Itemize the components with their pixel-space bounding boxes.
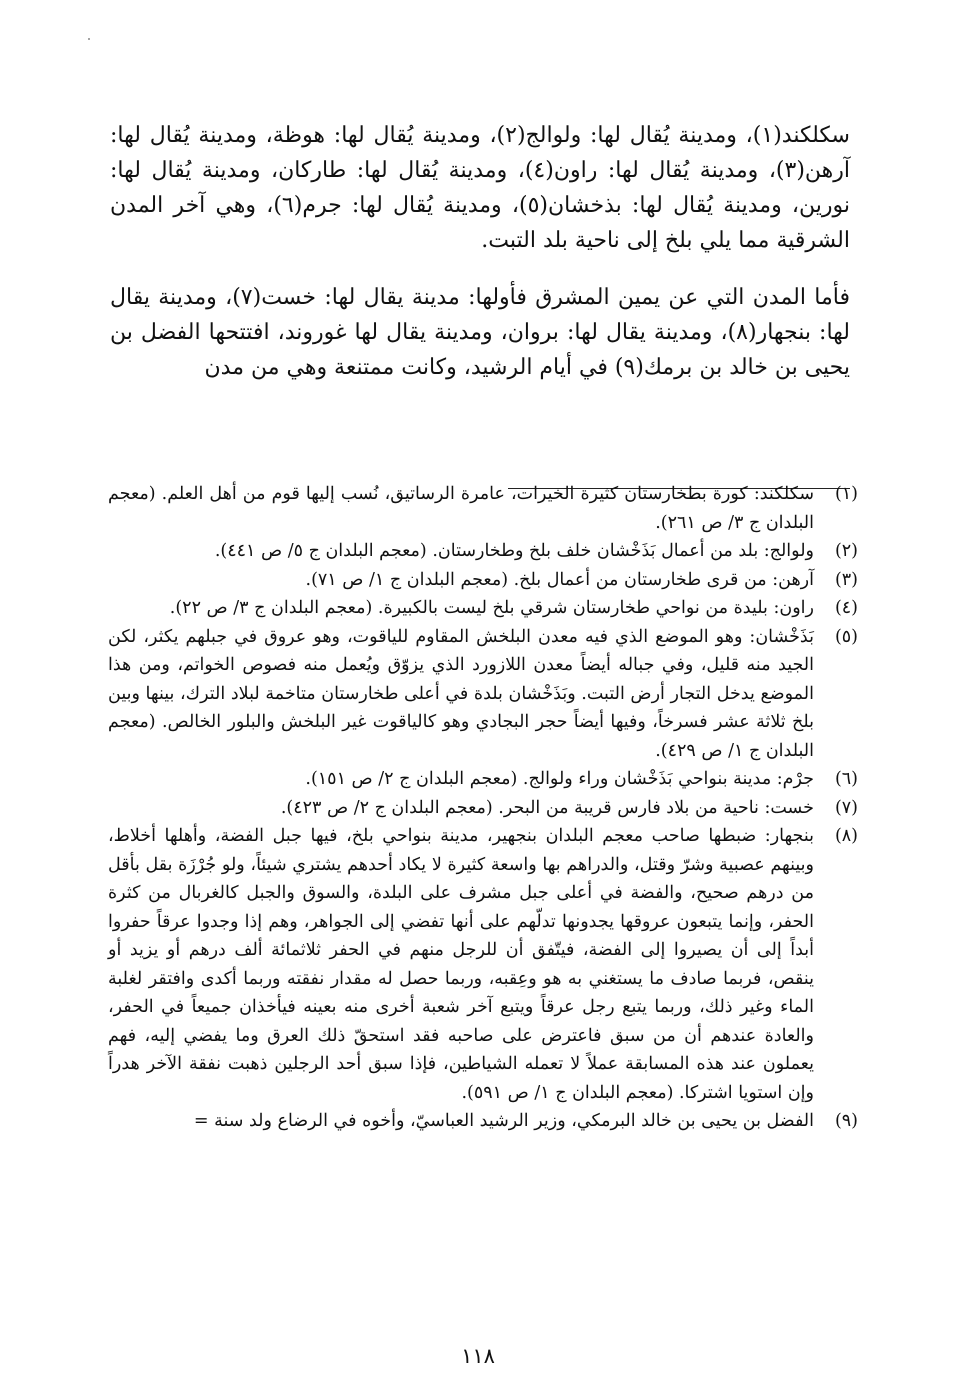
footnote-text: راون: بليدة من نواحي طخارستان شرقي بلخ ليست بالكبيرة. (معجم البلدان ج ٣/ ص ٢٢).: [169, 598, 814, 618]
footnote-number: (٦): [834, 769, 858, 789]
footnote-number: (١): [834, 484, 858, 504]
footnote-text: آرهن: من قرى طخارستان من أعمال بلخ. (معجم البلدان ج ١/ ص ٧١).: [305, 569, 814, 590]
footnote-9: [108, 1107, 858, 1136]
footnote-number: (٥): [834, 626, 858, 647]
footnotes: [108, 480, 858, 1136]
footnote-number: (٣): [834, 569, 858, 590]
main-text: [110, 118, 850, 385]
footnote-number: (٤): [834, 598, 858, 618]
footnote-4: [108, 594, 858, 623]
footnote-text: سكلكند: كورة بطخارستان كثيرة الخيرات، عامرة الرساتيق، نُسب إليها قوم من أهل العلم. (معجم البلدان ج ٣/ ص ٢٦١).: [108, 484, 814, 533]
footnote-text: ولوالج: بلد من أعمال بَذَخْشان خلف بلخ وطخارستان. (معجم البلدان ج ٥/ ص ٤٤١).: [214, 541, 814, 561]
footnote-text: بنجهار: ضبطها صاحب معجم البلدان بنجهير، مدينة بنواحي بلخ، فيها جبل الفضة، وأهلها أخلاط، وبينهم عصبية وشرّ وقتل، والدراهم بها واسعة كثيرة لا يكاد أحدهم يشتري شيئاً، ولو جُرْزَة بقل بأقل من درهم صحيح، والفضة في أعلى جبل مشرف على البلدة، والسوق والجبل كالغربال من كثرة الحفر، وإنما يتبعون عروقها يجدونها تدلّهم على أنها تفضي إلى الجواهر، وهم إذا وجدوا عرقاً حفروا أبداً إلى أن يصيروا إلى الفضة، فيتّفق أن للرجل منهم في الحفر ثلاثمائة ألف درهم أو يزيد أو ينقص، فربما صادف ما يستغني به هو وعِقبه، وربما حصل له مقدار نفقته وربما أكدى وافتقر لغلبة الماء وغير ذلك، وربما يتبع رجل عرقاً ويتبع آخر شعبة أخرى منه بعينه فيأخذان جميعاً في الحفر، والعادة عندهم أن من سبق فاعترض على صاحبه فقد استحقّ ذلك العرق وما يفضي إليه، فهم يعملون عند هذه المسابقة عملاً لا تعمله الشياطين، فإذا سبق أحد الرجلين ذهبت نفقة الآخر هدراً وإن استويا اشتركا. (معجم البلدان ج ١/ ص ٥٩١).: [108, 826, 814, 1103]
footnote-6: [108, 765, 858, 794]
page-number: ١١٨: [461, 1344, 495, 1368]
footnote-text: بَذَخْشان: وهو الموضع الذي فيه معدن البلخش المقاوم للياقوت، وهو عروق في جبلهم يكثر، لكن الجيد منه قليل، وفي جباله أيضاً معدن اللازورد الذي يزوّق ويُعمل منه فصوص الخواتم، ومن هذا الموضع يدخل التجار أرض التبت. وبَذَخْشان بلدة في أعلى طخارستان متاخمة لبلاد الترك، بينها وبين بلخ ثلاثة عشر فسرخاً، وفيها أيضاً حجر البجادي وهو كالياقوت غير البلخش والبلور الخالص. (معجم البلدان ج ١/ ص ٤٢٩).: [108, 626, 814, 761]
scan-speck: [88, 38, 90, 40]
footnote-3: [108, 566, 858, 595]
paragraph-1: سكلكند(١)، ومدينة يُقال لها: ولوالج(٢)، ومدينة يُقال لها: هوظة، ومدينة يُقال لها: آرهن(٣)، ومدينة يُقال لها: راون(٤)، ومدينة يُقال لها: طاركان، ومدينة يُقال لها: نورين، ومدينة يُقال لها: بذخشان(٥)، ومدينة يُقال لها: جرم(٦)، وهي آخر المدن الشرقية مما يلي بلخ إلى ناحية بلد التبت.: [110, 123, 850, 253]
footnote-text: الفضل بن يحيى بن خالد البرمكي، وزير الرشيد العباسيّ، وأخوه في الرضاع ولد سنة =: [193, 1111, 814, 1131]
footnote-5: [108, 623, 858, 766]
footnote-number: (٩): [834, 1111, 858, 1131]
footnote-text: جرْم: مدينة بنواحي بَذَخْشان وراء ولوالج. (معجم البلدان ج ٢/ ص ١٥١).: [305, 769, 814, 789]
footnote-text: خست: ناحية من بلاد فارس قريبة من البحر. (معجم البلدان ج ٢/ ص ٤٢٣).: [280, 797, 814, 818]
footnote-number: (٧): [834, 797, 858, 818]
footnote-number: (٢): [834, 541, 858, 561]
footnote-8: [108, 822, 858, 1107]
footnote-2: [108, 537, 858, 566]
footnote-1: [108, 480, 858, 537]
footnote-7: [108, 794, 858, 823]
paragraph-2: فأما المدن التي عن يمين المشرق فأولها: مدينة يقال لها: خست(٧)، ومدينة يقال لها: بنجهار(٨)، ومدينة يقال لها: بروان، ومدينة يقال لها غوروند، افتتحها الفضل بن يحيى بن خالد بن برمك(٩) في أيام الرشيد، وكانت ممتنعة وهي من مدن: [110, 285, 851, 380]
footnote-number: (٨): [834, 826, 858, 846]
